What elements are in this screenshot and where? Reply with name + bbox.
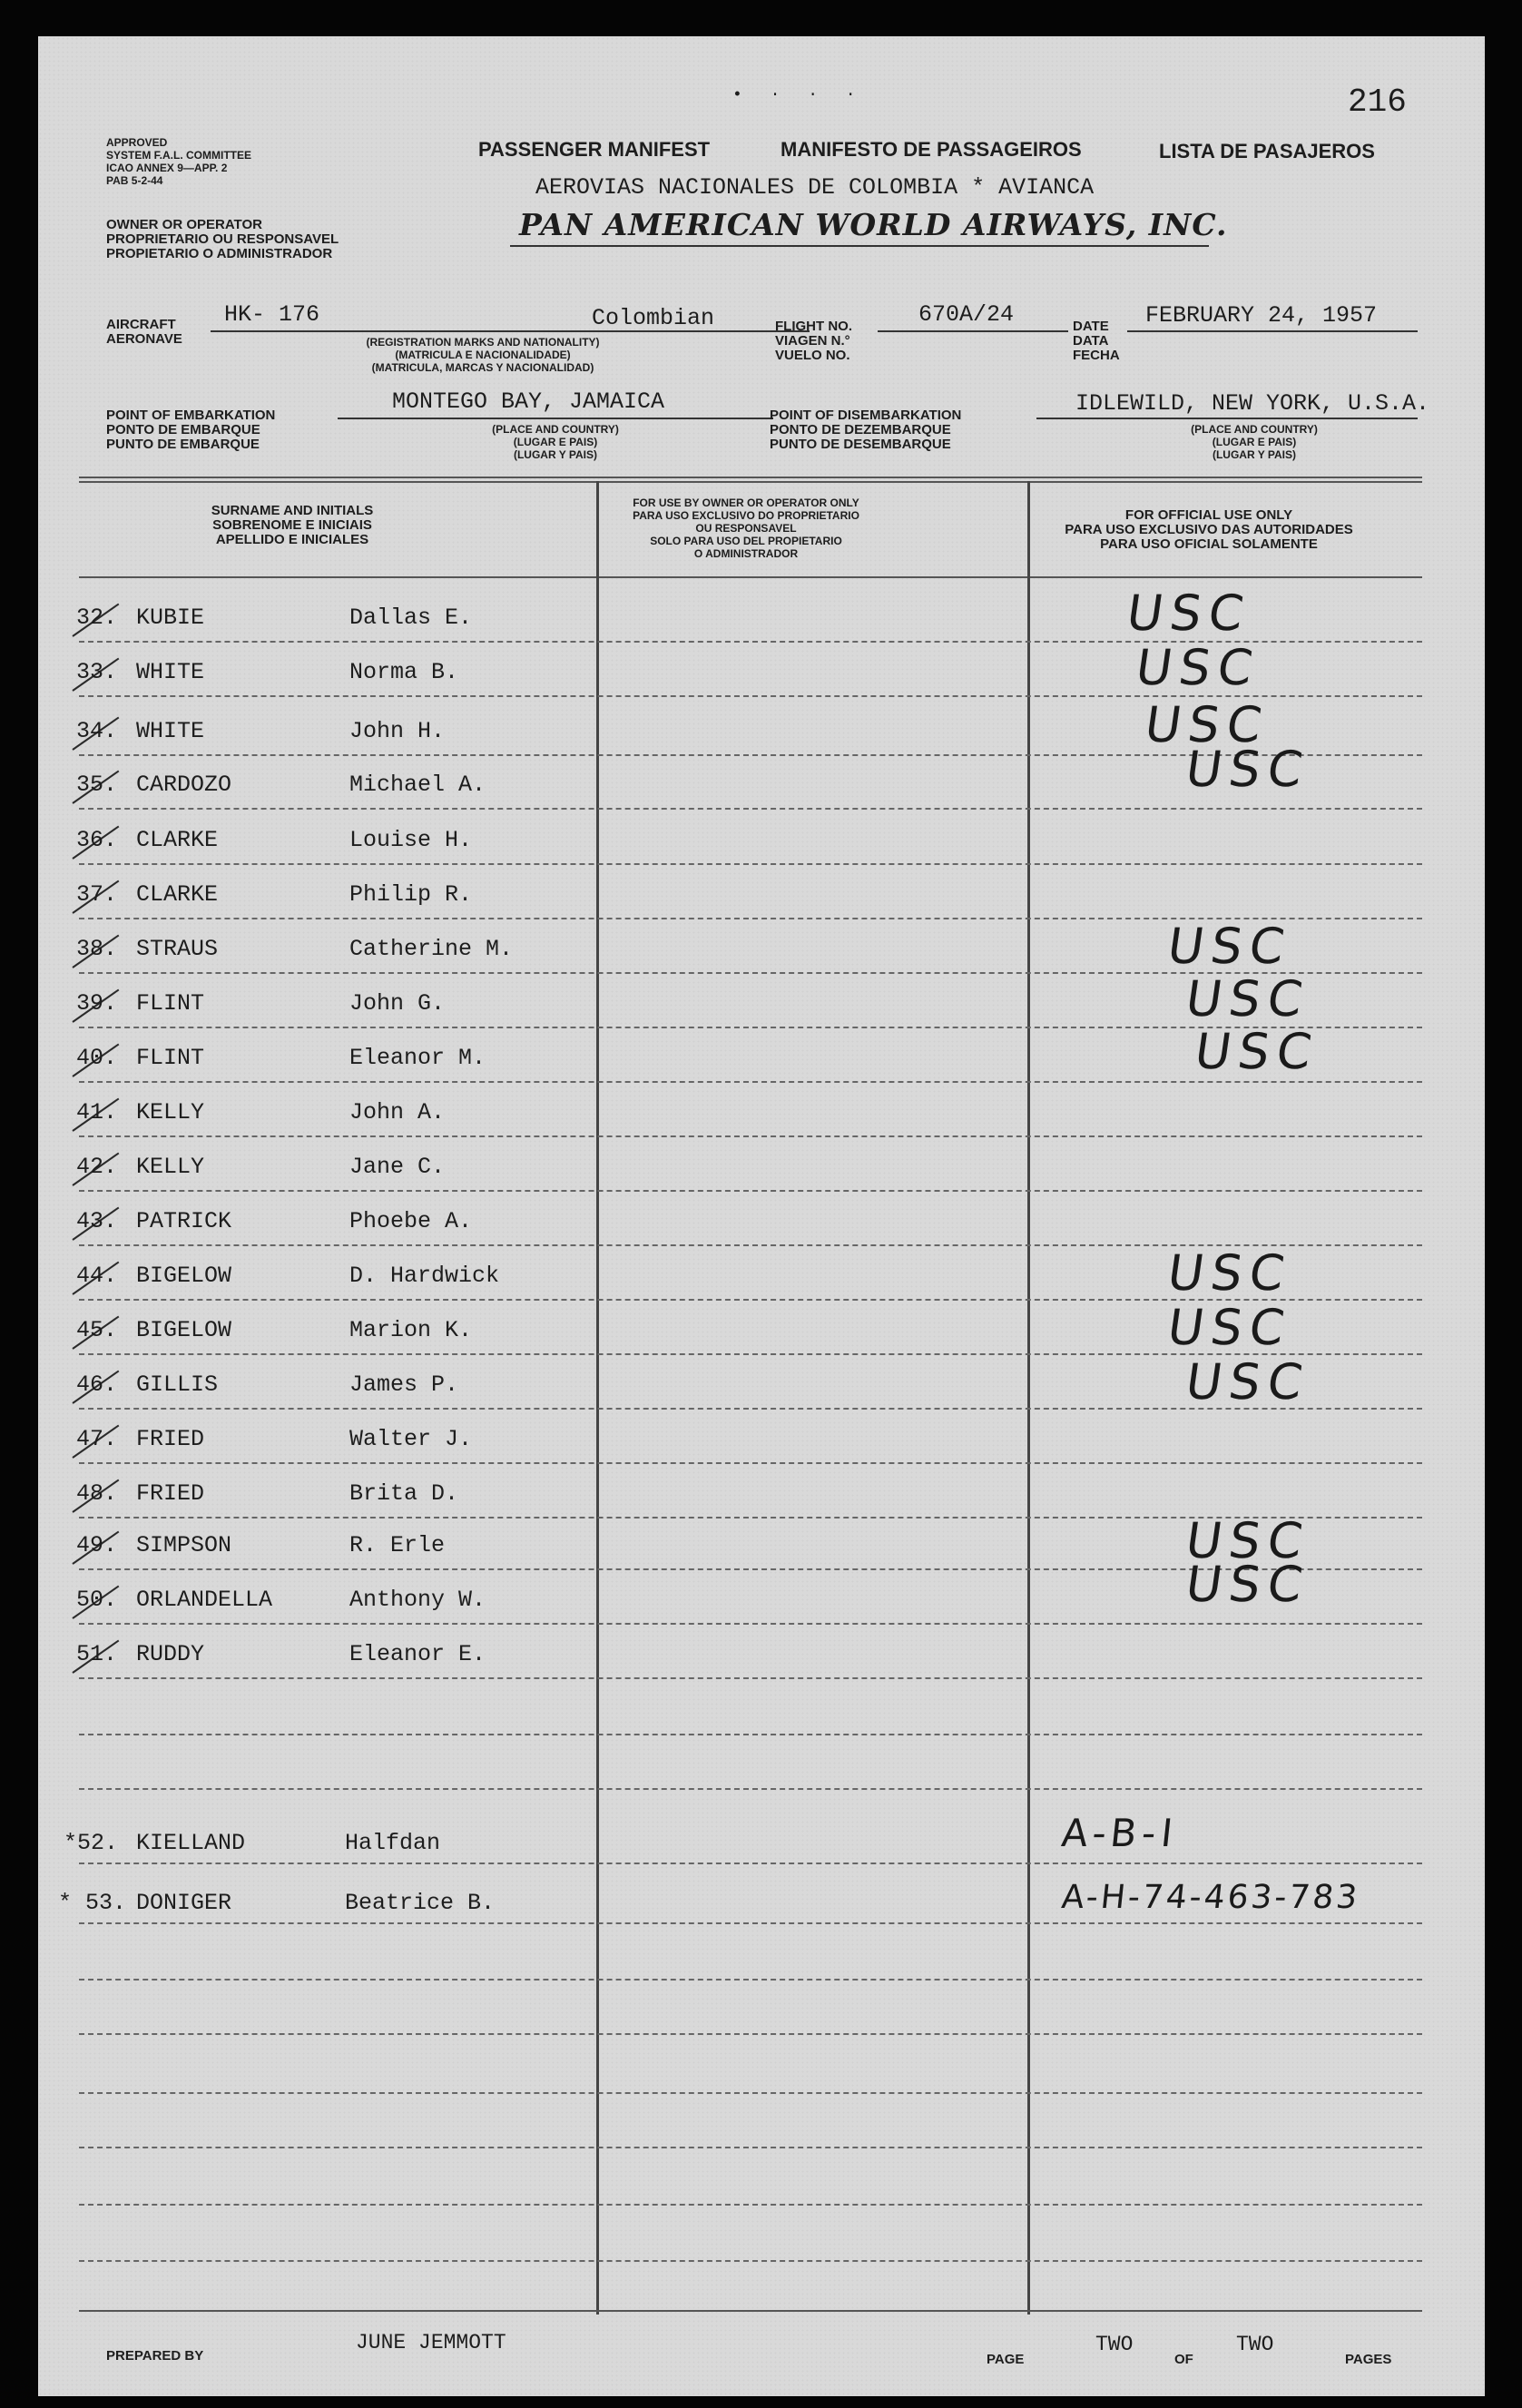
row-rule	[79, 1863, 1422, 1864]
passenger-given-name: John H.	[349, 718, 446, 744]
header-line: SOBRENOME E INICIAIS	[212, 517, 372, 533]
disembarkation-sublabel-line: (PLACE AND COUNTRY)	[1191, 423, 1318, 436]
passenger-number: 35.	[76, 772, 118, 798]
table-row	[38, 1466, 1485, 1517]
passenger-given-name: R. Erle	[349, 1532, 446, 1558]
passenger-number: 42.	[76, 1154, 118, 1180]
passenger-surname: CLARKE	[136, 827, 219, 853]
passenger-surname: DONIGER	[136, 1890, 232, 1916]
row-rule	[79, 1623, 1422, 1625]
passenger-surname: STRAUS	[136, 936, 219, 962]
row-rule	[79, 808, 1422, 810]
official-annotation: A-B-I	[1059, 1811, 1181, 1855]
page-number: 216	[1348, 84, 1407, 121]
owner-label-line: PROPRIETARIO OU RESPONSAVEL	[106, 231, 339, 247]
official-annotation: USC	[1164, 1244, 1295, 1302]
of-label: OF	[1174, 2352, 1193, 2367]
passenger-number: 38.	[76, 936, 118, 962]
passenger-surname: WHITE	[136, 718, 205, 744]
header-line: FOR USE BY OWNER OR OPERATOR ONLY	[633, 496, 859, 509]
owner-label-line: OWNER OR OPERATOR	[106, 217, 262, 232]
table-row	[38, 1556, 1485, 1623]
table-row	[38, 970, 1485, 1027]
passenger-given-name: John G.	[349, 990, 446, 1017]
header-line: SOLO PARA USO DEL PROPIETARIO	[650, 535, 842, 547]
row-rule	[79, 1734, 1422, 1735]
table-top-rule	[79, 481, 1422, 483]
prepared-by-value: JUNE JEMMOTT	[356, 2331, 506, 2354]
table-row	[38, 741, 1485, 808]
header-line: APELLIDO E INICIALES	[215, 532, 369, 547]
table-row	[38, 1411, 1485, 1462]
row-rule	[79, 1081, 1422, 1083]
passenger-surname: WHITE	[136, 659, 205, 685]
passenger-number: *52.	[64, 1830, 119, 1856]
passenger-number: 39.	[76, 990, 118, 1017]
row-rule	[79, 2033, 1422, 2035]
passenger-given-name: Norma B.	[349, 659, 459, 685]
header-line: PARA USO OFICIAL SOLAMENTE	[1100, 536, 1318, 552]
official-annotation: USC	[1132, 639, 1263, 696]
embarkation-label-line: POINT OF EMBARKATION	[106, 408, 276, 423]
passenger-number: 40.	[76, 1045, 118, 1071]
embarkation-label	[106, 408, 275, 452]
row-rule	[79, 1135, 1422, 1137]
passenger-surname: BIGELOW	[136, 1317, 232, 1343]
embarkation-sublabel-line: (PLACE AND COUNTRY)	[492, 423, 619, 436]
passenger-surname: CLARKE	[136, 881, 219, 908]
passenger-number: * 53.	[58, 1890, 127, 1916]
table-row	[38, 1627, 1485, 1677]
passenger-surname: FLINT	[136, 990, 205, 1017]
passenger-surname: KELLY	[136, 1099, 205, 1125]
passenger-number: 41.	[76, 1099, 118, 1125]
flight-label-line: VIAGEN N.°	[775, 333, 850, 349]
flight-label-line: VUELO NO.	[775, 348, 850, 363]
official-annotation: USC	[1182, 741, 1313, 798]
passenger-surname: FRIED	[136, 1426, 205, 1452]
passenger-number: 44.	[76, 1263, 118, 1289]
row-rule	[79, 1788, 1422, 1790]
flight-label	[775, 319, 852, 363]
table-row	[38, 867, 1485, 918]
flight-label-line: FLIGHT NO.	[775, 319, 852, 334]
passenger-number: 51.	[76, 1641, 118, 1667]
official-annotation: USC	[1182, 1353, 1313, 1410]
passenger-number: 32.	[76, 604, 118, 631]
date-label-line: DATA	[1073, 333, 1109, 349]
approval-line: ICAO ANNEX 9—APP. 2	[106, 162, 228, 174]
aircraft-sublabel-line: (REGISTRATION MARKS AND NATIONALITY)	[366, 336, 600, 349]
passenger-given-name: Anthony W.	[349, 1587, 486, 1613]
passenger-surname: PATRICK	[136, 1208, 232, 1234]
passenger-surname: RUDDY	[136, 1641, 205, 1667]
official-annotation: USC	[1182, 970, 1313, 1027]
disembarkation-label	[770, 408, 961, 452]
official-annotation: USC	[1182, 1512, 1313, 1569]
table-row	[38, 639, 1485, 696]
passenger-given-name: John A.	[349, 1099, 446, 1125]
disembarkation-sublabel-line: (LUGAR Y PAIS)	[1212, 448, 1296, 461]
title-manifesto: MANIFESTO DE PASSAGEIROS	[781, 138, 1082, 161]
passenger-given-name: James P.	[349, 1371, 459, 1398]
passenger-number: 47.	[76, 1426, 118, 1452]
manifest-sheet	[38, 36, 1485, 2396]
approval-line: PAB 5-2-44	[106, 174, 163, 187]
passenger-number: 50.	[76, 1587, 118, 1613]
table-row	[38, 1085, 1485, 1135]
passenger-surname: FRIED	[136, 1480, 205, 1507]
passenger-given-name: Louise H.	[349, 827, 473, 853]
passenger-given-name: Eleanor M.	[349, 1045, 486, 1071]
column-header-surname	[165, 504, 419, 547]
operator-underline	[510, 245, 1209, 247]
row-rule	[79, 2147, 1422, 2148]
table-row	[38, 1023, 1485, 1081]
embarkation-sublabel-line: (LUGAR E PAIS)	[513, 436, 598, 448]
disembarkation-label-line: PONTO DE DEZEMBARQUE	[770, 422, 951, 437]
of-value: TWO	[1236, 2333, 1274, 2356]
passenger-number: 45.	[76, 1317, 118, 1343]
header-line: PARA USO EXCLUSIVO DAS AUTORIDADES	[1065, 522, 1353, 537]
official-annotation: USC	[1164, 918, 1295, 975]
passenger-surname: GILLIS	[136, 1371, 219, 1398]
embarkation-sublabel-line: (LUGAR Y PAIS)	[513, 448, 597, 461]
embarkation-underline	[338, 418, 773, 419]
passenger-given-name: Walter J.	[349, 1426, 473, 1452]
disembarkation-sublabel-line: (LUGAR E PAIS)	[1212, 436, 1297, 448]
embarkation-label-line: PONTO DE EMBARQUE	[106, 422, 260, 437]
row-rule	[79, 1979, 1422, 1980]
passenger-number: 33.	[76, 659, 118, 685]
row-rule	[79, 1462, 1422, 1464]
date-underline	[1127, 330, 1418, 332]
approval-block	[106, 136, 251, 187]
passenger-given-name: Beatrice B.	[345, 1890, 496, 1916]
column-header-official	[1036, 508, 1381, 552]
header-line: O ADMINISTRADOR	[693, 547, 799, 560]
page-label: PAGE	[987, 2352, 1025, 2367]
passenger-given-name: Phoebe A.	[349, 1208, 473, 1234]
embarkation-label-line: PUNTO DE EMBARQUE	[106, 437, 260, 452]
row-rule	[79, 2204, 1422, 2206]
row-rule	[79, 2092, 1422, 2094]
passenger-number: 37.	[76, 881, 118, 908]
approval-line: SYSTEM F.A.L. COMMITTEE	[106, 149, 252, 162]
prepared-by-label: PREPARED BY	[106, 2348, 204, 2364]
passenger-given-name: Eleanor E.	[349, 1641, 486, 1667]
row-rule	[79, 1922, 1422, 1924]
row-rule	[79, 863, 1422, 865]
table-row	[38, 812, 1485, 863]
aircraft-sublabel-line: (MATRICULA, MARCAS Y NACIONALIDAD)	[371, 361, 594, 374]
table-row	[38, 585, 1485, 642]
header-line: OU RESPONSAVEL	[695, 522, 797, 535]
aircraft-label	[106, 318, 182, 347]
aircraft-label-line: AERONAVE	[106, 331, 182, 347]
aircraft-nationality: Colombian	[592, 305, 715, 331]
passenger-number: 43.	[76, 1208, 118, 1234]
passenger-given-name: Brita D.	[349, 1480, 459, 1507]
passenger-given-name: Halfdan	[345, 1830, 441, 1856]
official-annotation: USC	[1123, 585, 1254, 642]
date-value: FEBRUARY 24, 1957	[1145, 302, 1378, 329]
passenger-given-name: Dallas E.	[349, 604, 473, 631]
passenger-given-name: Jane C.	[349, 1154, 446, 1180]
passenger-number: 46.	[76, 1371, 118, 1398]
top-dots: • · · ·	[732, 86, 865, 104]
row-rule	[79, 1677, 1422, 1679]
aircraft-sublabel-line: (MATRICULA E NACIONALIDADE)	[395, 349, 571, 361]
table-row	[38, 1299, 1485, 1356]
title-lista: LISTA DE PASAJEROS	[1159, 140, 1375, 162]
passenger-number: 49.	[76, 1532, 118, 1558]
page-value: TWO	[1095, 2333, 1134, 2356]
flight-value: 670A/24	[918, 301, 1015, 328]
row-rule	[79, 1190, 1422, 1192]
aircraft-underline	[211, 330, 810, 332]
passenger-given-name: D. Hardwick	[349, 1263, 500, 1289]
passenger-surname: KIELLAND	[136, 1830, 246, 1856]
official-annotation: USC	[1164, 1299, 1295, 1356]
header-line: FOR OFFICIAL USE ONLY	[1124, 507, 1293, 523]
table-bottom-rule	[79, 2310, 1422, 2312]
aircraft-value: HK- 176	[224, 301, 320, 328]
pages-label: PAGES	[1345, 2352, 1392, 2367]
passenger-given-name: Marion K.	[349, 1317, 473, 1343]
official-annotation: A-H-74-463-783	[1059, 1879, 1362, 1916]
embarkation-sublabel	[437, 423, 673, 461]
passenger-given-name: Philip R.	[349, 881, 473, 908]
official-annotation: USC	[1141, 696, 1272, 753]
owner-label	[106, 218, 339, 261]
column-header-owner-use	[601, 496, 891, 560]
header-line: SURNAME AND INITIALS	[211, 503, 374, 518]
table-row	[38, 918, 1485, 975]
official-annotation: USC	[1182, 1556, 1313, 1613]
owner-label-line: PROPIETARIO O ADMINISTRADOR	[106, 246, 333, 261]
passenger-surname: FLINT	[136, 1045, 205, 1071]
aircraft-sublabel	[310, 336, 655, 374]
row-rule	[79, 1408, 1422, 1410]
aircraft-label-line: AIRCRAFT	[106, 317, 176, 332]
passenger-surname: BIGELOW	[136, 1263, 232, 1289]
disembarkation-underline	[1036, 418, 1418, 419]
operator-printed: PAN AMERICAN WORLD AIRWAYS, INC.	[519, 207, 1228, 242]
passenger-given-name: Catherine M.	[349, 936, 514, 962]
table-row	[38, 1194, 1485, 1244]
header-bottom-rule	[79, 576, 1422, 578]
date-label-line: DATE	[1073, 319, 1109, 334]
passenger-surname: SIMPSON	[136, 1532, 232, 1558]
date-label-line: FECHA	[1073, 348, 1120, 363]
passenger-number: 36.	[76, 827, 118, 853]
official-annotation: USC	[1191, 1023, 1322, 1080]
table-row	[38, 1244, 1485, 1302]
date-label	[1073, 319, 1120, 363]
row-rule	[79, 2260, 1422, 2262]
table-row	[38, 1139, 1485, 1190]
title-passenger-manifest: PASSENGER MANIFEST	[478, 138, 711, 161]
passenger-surname: KELLY	[136, 1154, 205, 1180]
passenger-surname: CARDOZO	[136, 772, 232, 798]
embarkation-value: MONTEGO BAY, JAMAICA	[392, 388, 665, 415]
passenger-number: 34.	[76, 718, 118, 744]
approval-line: APPROVED	[106, 136, 168, 149]
disembarkation-label-line: PUNTO DE DESEMBARQUE	[770, 437, 951, 452]
passenger-number: 48.	[76, 1480, 118, 1507]
table-top-rule	[79, 477, 1422, 478]
header-line: PARA USO EXCLUSIVO DO PROPRIETARIO	[633, 509, 859, 522]
passenger-surname: KUBIE	[136, 604, 205, 631]
operator-typed: AEROVIAS NACIONALES DE COLOMBIA * AVIANCA	[535, 174, 1095, 201]
passenger-surname: ORLANDELLA	[136, 1587, 273, 1613]
passenger-given-name: Michael A.	[349, 772, 486, 798]
disembarkation-value: IDLEWILD, NEW YORK, U.S.A.	[1075, 390, 1430, 417]
flight-underline	[878, 330, 1068, 332]
table-row	[38, 1353, 1485, 1410]
disembarkation-label-line: POINT OF DISEMBARKATION	[770, 408, 962, 423]
disembarkation-sublabel	[1136, 423, 1372, 461]
